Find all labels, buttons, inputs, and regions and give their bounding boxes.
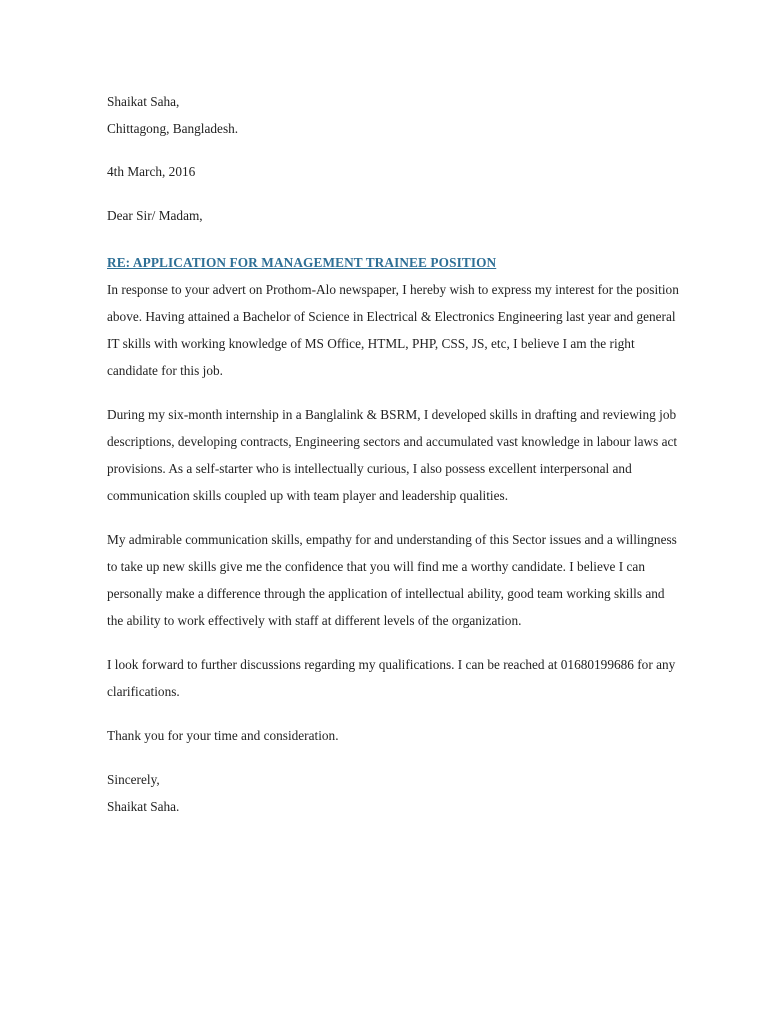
subject-line: RE: APPLICATION FOR MANAGEMENT TRAINEE POSITION [107,255,497,270]
sender-name: Shaikat Saha, [107,94,180,109]
letter-date: 4th March, 2016 [107,164,196,179]
body-paragraph-3: My admirable communication skills, empathy for and understanding of this Sector issues and a willingness to take up new skills give me the confidence that you will find me a worthy candidate. I believe I can personally make a difference through the application of intellectual ability, good team working skills and the ability to work effectively with staff at different levels of the organization. [107,532,677,628]
body-paragraph-4: I look forward to further discussions regarding my qualifications. I can be reached at 01680199686 for any clarifications. [107,657,676,699]
sender-location: Chittagong, Bangladesh. [107,121,239,136]
salutation: Dear Sir/ Madam, [107,208,203,223]
signature-name: Shaikat Saha. [107,799,180,814]
cover-letter [107,88,682,820]
body-paragraph-2: During my six-month internship in a Banglalink & BSRM, I developed skills in drafting and reviewing job descriptions, developing contracts, Engineering sectors and accumulated vast knowledge in labour laws act provisions. As a self-starter who is intellectually curious, I also possess excellent interpersonal and communication skills coupled up with team player and leadership qualities. [107,407,678,503]
body-paragraph-5: Thank you for your time and consideration. [107,728,339,743]
valediction: Sincerely, [107,772,160,787]
body-paragraph-1: In response to your advert on Prothom-Alo newspaper, I hereby wish to express my interest for the position above. Having attained a Bachelor of Science in Electrical & Electronics Engineering last year and general IT skills with working knowledge of MS Office, HTML, PHP, CSS, JS, etc, I believe I am the right candidate for this job. [107,282,679,378]
